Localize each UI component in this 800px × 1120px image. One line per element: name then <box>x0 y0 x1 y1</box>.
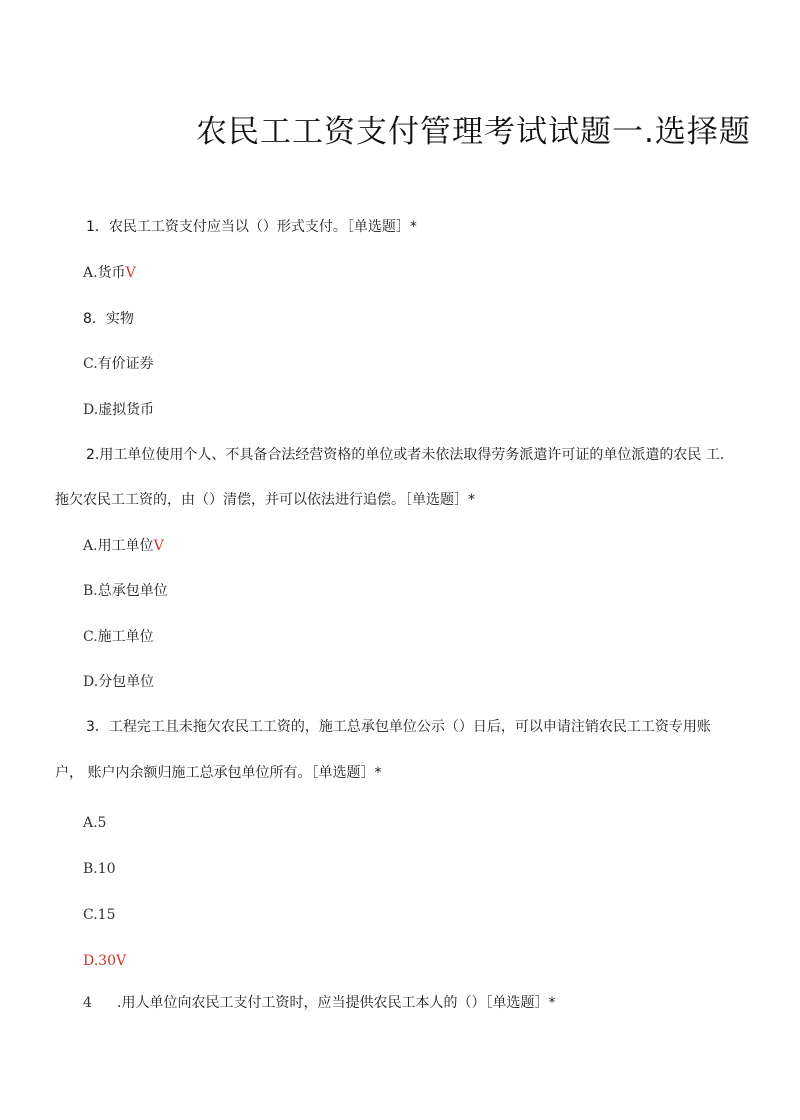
correct-answer-mark: V <box>125 265 136 281</box>
option-text: 货币 <box>97 265 126 281</box>
question-2-option-c <box>83 627 154 647</box>
question-3-option-d: D.30V <box>83 953 127 969</box>
question-2-option-b <box>83 581 168 601</box>
option-letter: C. <box>83 356 98 372</box>
question-3-option-c: C.15 <box>83 907 116 923</box>
option-letter: C. <box>83 629 98 645</box>
question-1-option-d <box>83 400 154 420</box>
question-4-number: 4 <box>83 995 92 1011</box>
option-letter: D. <box>83 674 99 690</box>
question-3-option-a: A.5 <box>83 815 107 831</box>
question-4-stem: .用人单位向农民工支付工资时，应当提供农民工本人的（）［单选题］* <box>117 995 556 1011</box>
question-1-stem: 1．农民工工资支付应当以（）形式支付。［单选题］* <box>86 219 417 235</box>
question-1-option-a <box>83 263 136 283</box>
correct-answer-mark: V <box>153 538 164 554</box>
option-letter: D. <box>83 402 99 418</box>
option-letter: A. <box>83 265 98 281</box>
question-2-stem-line-1: 2.用工单位使用个人、不具备合法经营资格的单位或者未依法取得劳务派遣许可证的单位派遣的农民 工. <box>86 447 725 463</box>
option-text: 用工单位 <box>97 538 154 554</box>
option-text: 施工单位 <box>97 629 154 645</box>
question-3-stem-line-2: 户， 账户内余额归施工总承包单位所有。［单选题］* <box>55 765 382 781</box>
question-3-option-b: B.10 <box>83 861 116 877</box>
option-text: 分包单位 <box>98 674 155 690</box>
option-letter: B. <box>83 583 98 599</box>
option-text: 虚拟货币 <box>98 402 155 418</box>
question-1-option-b: 8．实物 <box>83 311 134 327</box>
option-letter: A. <box>83 538 98 554</box>
question-1-option-c <box>83 354 154 374</box>
question-2-stem-line-2: 拖欠农民工工资的，由（）清偿，并可以依法进行追偿。［单选题］* <box>55 492 475 508</box>
option-text: 有价证券 <box>97 356 154 372</box>
question-2-option-d <box>83 672 154 692</box>
page-title: 农民工工资支付管理考试试题一.选择题 <box>196 114 751 150</box>
question-3-stem-line-1: 3．工程完工且未拖欠农民工工资的，施工总承包单位公示（）日后，可以申请注销农民工工资专用账 <box>86 719 711 735</box>
question-2-option-a <box>83 536 164 556</box>
option-text: 总承包单位 <box>97 583 168 599</box>
